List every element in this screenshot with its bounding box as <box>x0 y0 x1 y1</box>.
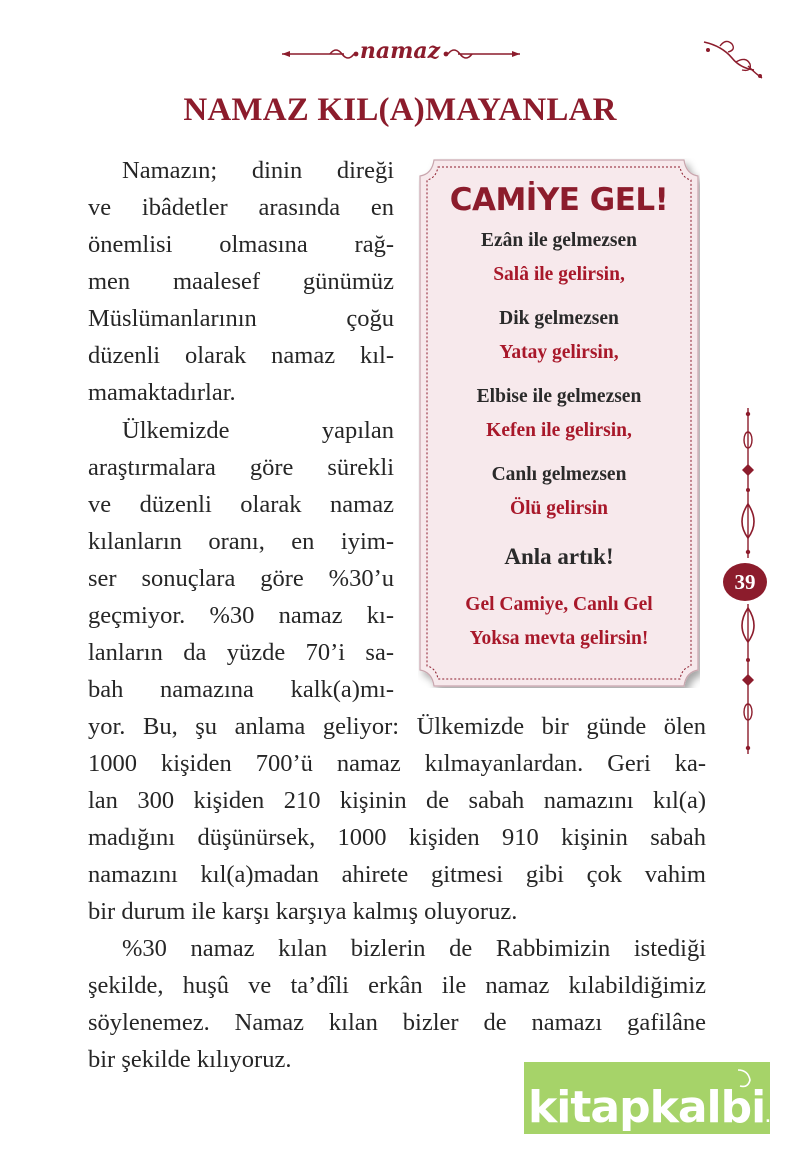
side-ornament-bottom-icon <box>730 604 766 754</box>
right-header-ornament-icon <box>440 44 520 64</box>
running-header <box>0 34 800 70</box>
text-line: ve düzenli olarak namaz <box>88 491 394 518</box>
box-closing-1: Gel Camiye, Canlı Gel <box>465 594 653 615</box>
paragraph-2-continued <box>88 708 706 930</box>
box-title: CAMİYE GEL! <box>449 182 669 218</box>
text-line: Namazın; dinin direği <box>122 157 394 184</box>
box-condition-1: Ezân ile gelmezsen <box>481 230 637 251</box>
watermark-text: kitapkalbi <box>528 1082 766 1133</box>
box-condition-3: Elbise ile gelmezsen <box>476 386 642 407</box>
text-line: Müslümanlarının çoğu <box>88 305 394 332</box>
page-number: 39 <box>734 570 756 594</box>
text-line: ser sonuçlara göre %30’u <box>88 565 394 592</box>
text-line: lan 300 kişiden 210 kişinin de sabah namazını kıl(a) <box>88 787 706 814</box>
text-line: söylenemez. Namaz kılan bizler de namazı gafilâne <box>88 1009 706 1036</box>
box-condition-2: Dik gelmezsen <box>499 308 619 329</box>
box-result-1: Salâ ile gelirsin, <box>493 264 625 285</box>
watermark-logo <box>528 1082 800 1133</box>
paragraph-2 <box>88 412 394 708</box>
text-line: düzenli olarak namaz kıl- <box>88 342 394 369</box>
box-closing-2: Yoksa mevta gelirsin! <box>469 628 649 649</box>
text-line: bir şekilde kılıyoruz. <box>88 1046 292 1073</box>
box-condition-4: Canlı gelmezsen <box>491 464 627 485</box>
text-line: araştırmalara göre sürekli <box>88 454 394 481</box>
watermark-suffix: .com <box>765 1110 800 1126</box>
text-line: geçmiyor. %30 namaz kı- <box>88 602 394 629</box>
side-ornament-top-icon <box>730 408 766 558</box>
text-line: %30 namaz kılan bizlerin de Rabbimizin istediği <box>122 935 706 962</box>
text-line: bir durum ile karşı karşıya kalmış oluyoruz. <box>88 898 518 925</box>
running-title: namaz <box>359 38 441 64</box>
text-line: bah namazına kalk(a)mı- <box>88 676 394 703</box>
text-line: madığını düşünürsek, 1000 kişiden 910 kişinin sabah <box>88 824 706 851</box>
text-line: Ülkemizde yapılan <box>122 417 394 444</box>
page-title: NAMAZ KIL(A)MAYANLAR <box>183 92 617 128</box>
camiye-gel-box <box>418 158 700 688</box>
box-result-4: Ölü gelirsin <box>509 498 609 519</box>
text-line: lanların da yüzde 70’i sa- <box>88 639 394 666</box>
text-line: mamaktadırlar. <box>88 379 236 406</box>
text-line: kılanların oranı, en iyim- <box>88 528 394 555</box>
text-line: 1000 kişiden 700’ü namaz kılmayanlardan. Geri ka- <box>88 750 706 777</box>
paragraph-1 <box>88 152 394 411</box>
text-line: yor. Bu, şu anlama geliyor: Ülkemizde bir günde ölen <box>88 713 706 740</box>
box-result-2: Yatay gelirsin, <box>499 342 619 363</box>
box-anla-text: Anla artık! <box>504 544 614 569</box>
text-line: önemlisi olmasına rağ- <box>88 231 394 258</box>
text-line: şekilde, huşû ve ta’dîli erkân ile namaz kılabildiğimiz <box>88 972 706 999</box>
box-result-3: Kefen ile gelirsin, <box>486 420 632 441</box>
paragraph-3 <box>88 930 706 1078</box>
text-line: namazını kıl(a)madan ahirete gitmesi gibi çok vahim <box>88 861 706 888</box>
text-line: ve ibâdetler arasında en <box>88 194 394 221</box>
text-line: men maalesef günümüz <box>88 268 394 295</box>
corner-flourish-icon <box>700 36 766 82</box>
